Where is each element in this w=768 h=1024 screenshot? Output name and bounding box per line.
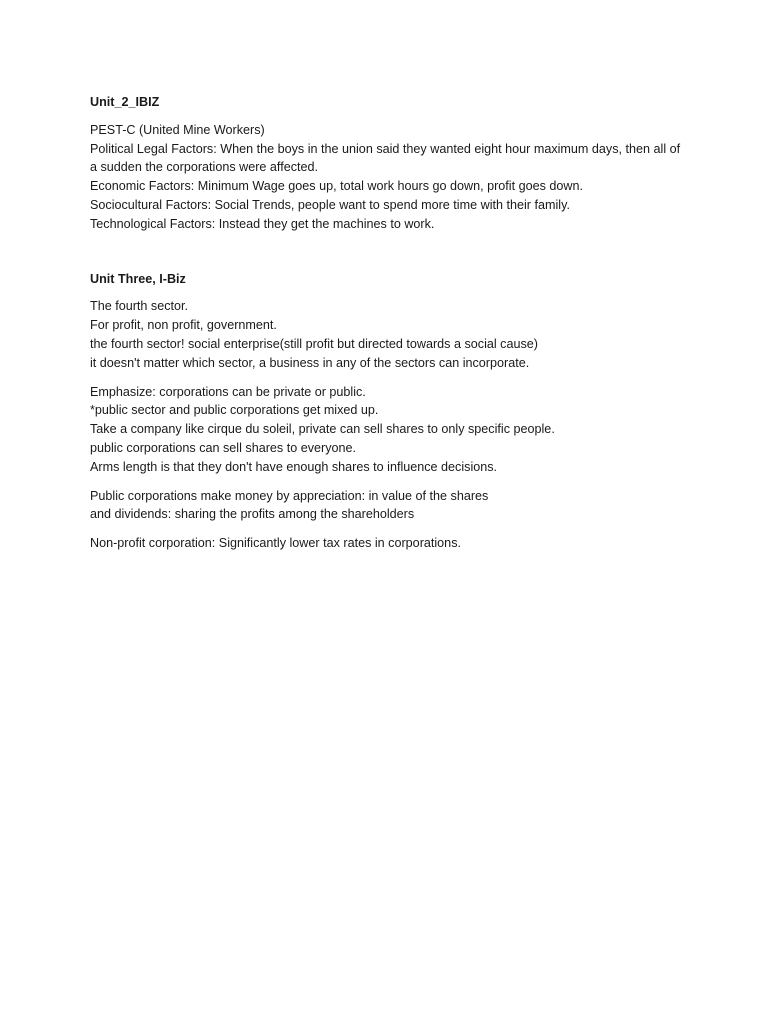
document-body [90,93,690,563]
text-line: *public sector and public corporations get mixed up. [90,403,379,418]
text-line: Political Legal Factors: When the boys in the union said they wanted eight hour maximum days, then all of a sudden the corporations were affected. [90,141,681,175]
text-line: Economic Factors: Minimum Wage goes up, total work hours go down, profit goes down. [90,179,584,194]
public-corporations-paragraph [90,487,690,525]
section-title-unit-2: Unit_2_IBIZ [90,95,160,109]
fourth-sector-paragraph [90,297,690,372]
text-line: Technological Factors: Instead they get the machines to work. [90,216,435,231]
text-line: the fourth sector! social enterprise(still profit but directed towards a social cause) [90,336,538,351]
section-spacer [90,244,690,270]
text-line: Public corporations make money by appreciation: in value of the shares [90,488,489,503]
text-line: PEST-C (United Mine Workers) [90,122,265,137]
non-profit-paragraph [90,534,690,553]
section-title-unit-3: Unit Three, I-Biz [90,271,186,286]
corporations-paragraph [90,383,690,477]
pest-c-paragraph [90,121,690,234]
text-line: Emphasize: corporations can be private or public. [90,384,366,399]
text-line: and dividends: sharing the profits among the shareholders [90,507,415,522]
text-line: public corporations can sell shares to everyone. [90,440,357,455]
text-line: Arms length is that they don't have enough shares to influence decisions. [90,459,498,474]
text-line: Take a company like cirque du soleil, private can sell shares to only specific people. [90,422,555,437]
text-line: For profit, non profit, government. [90,318,277,333]
text-line: Sociocultural Factors: Social Trends, people want to spend more time with their family. [90,197,570,212]
text-line: it doesn't matter which sector, a business in any of the sectors can incorporate. [90,355,530,370]
text-line: The fourth sector. [90,299,189,314]
text-line: Non-profit corporation: Significantly lower tax rates in corporations. [90,536,461,551]
